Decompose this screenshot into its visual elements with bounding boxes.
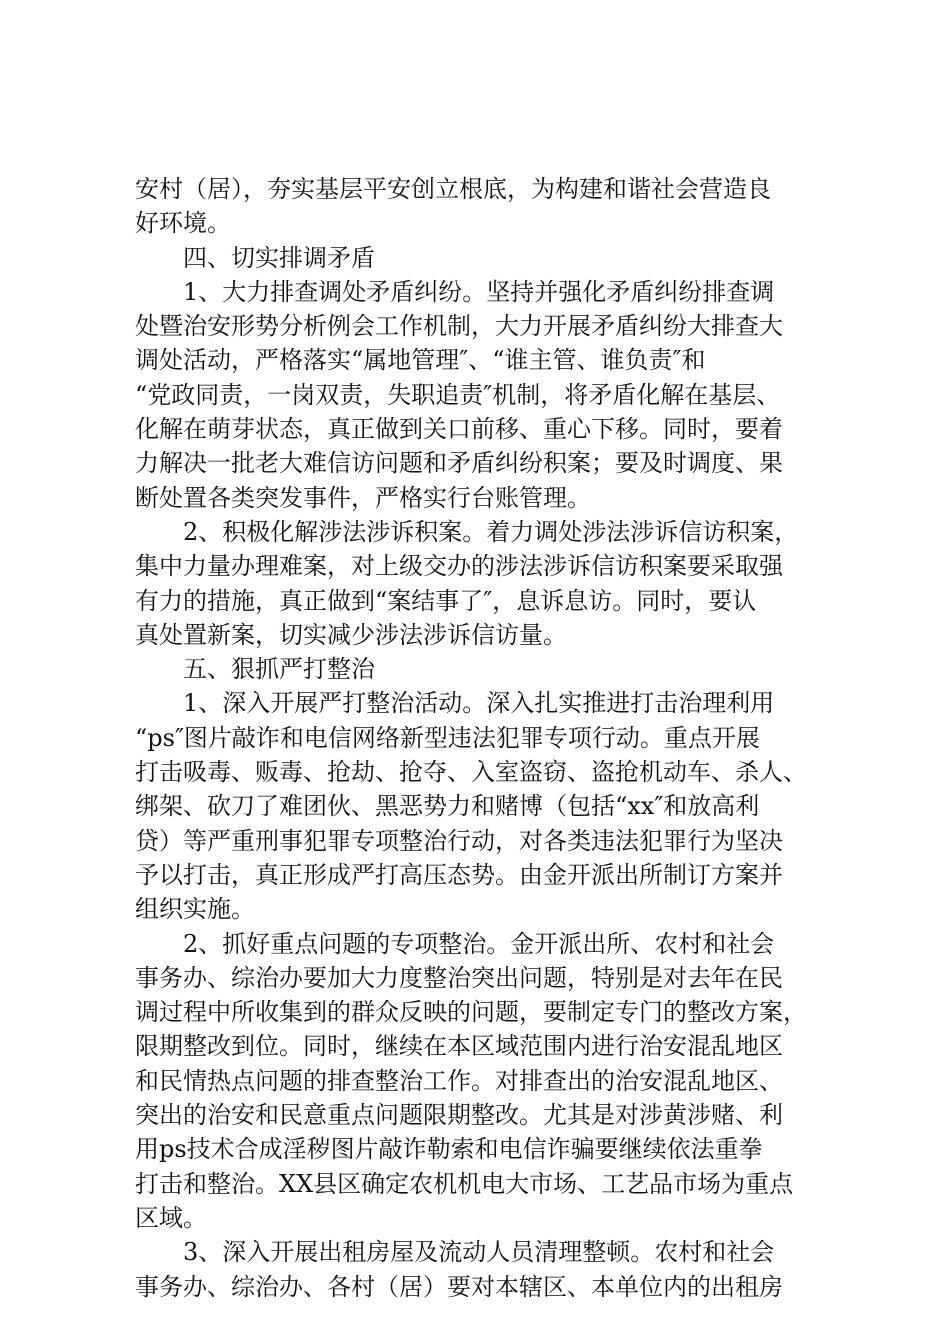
text-line: 事务办、综治办要加大力度整治突出问题，特别是对去年在民 bbox=[135, 963, 783, 992]
text-line: 集中力量办理难案，对上级交办的涉法涉诉信访积案要采取强 bbox=[135, 552, 783, 581]
text-line: 打击和整治。XX县区确定农机机电大市场、工艺品市场为重点 bbox=[135, 1169, 794, 1198]
text-line: 断处置各类突发事件，严格实行台账管理。 bbox=[135, 483, 591, 512]
text-line: 限期整改到位。同时，继续在本区域范围内进行治安混乱地区 bbox=[135, 1032, 783, 1061]
text-line: 2、积极化解涉法涉诉积案。着力调处涉法涉诉信访积案， bbox=[183, 517, 799, 546]
text-line: 五、狠抓严打整治 bbox=[183, 655, 375, 684]
text-line: 调过程中所收集到的群众反映的问题，要制定专门的整改方案， bbox=[135, 998, 807, 1027]
text-line: 有力的措施，真正做到“案结事了″，息诉息访。同时，要认 bbox=[135, 586, 757, 615]
text-line: 真处置新案，切实减少涉法涉诉信访量。 bbox=[135, 620, 567, 649]
text-line: 用ps技术合成淫秽图片敲诈勒索和电信诈骗要继续依法重拳 bbox=[135, 1135, 763, 1164]
text-line: 2、抓好重点问题的专项整治。金开派出所、农村和社会 bbox=[183, 929, 775, 958]
text-line: 调处活动，严格落实“属地管理″、“谁主管、谁负责″和 bbox=[135, 346, 706, 375]
text-line: 事务办、综治办、各村（居）要对本辖区、本单位内的出租房 bbox=[135, 1272, 783, 1301]
text-line: “ps″图片敲诈和电信网络新型违法犯罪专项行动。重点开展 bbox=[135, 723, 760, 752]
text-line: “党政同责，一岗双责，失职追责″机制，将矛盾化解在基层、 bbox=[135, 380, 781, 409]
text-line: 区域。 bbox=[135, 1203, 207, 1232]
text-line: 组织实施。 bbox=[135, 895, 255, 924]
text-line: 3、深入开展出租房屋及流动人员清理整顿。农村和社会 bbox=[183, 1238, 775, 1267]
text-line: 处暨治安形势分析例会工作机制，大力开展矛盾纠纷大排查大 bbox=[135, 312, 783, 341]
text-line: 和民情热点问题的排查整治工作。对排查出的治安混乱地区、 bbox=[135, 1066, 783, 1095]
text-line: 力解决一批老大难信访问题和矛盾纠纷积案；要及时调度、果 bbox=[135, 449, 783, 478]
text-line: 贷）等严重刑事犯罪专项整治行动，对各类违法犯罪行为坚决 bbox=[135, 826, 783, 855]
text-line: 突出的治安和民意重点问题限期整改。尤其是对涉黄涉赌、利 bbox=[135, 1101, 783, 1130]
text-line: 予以打击，真正形成严打高压态势。由金开派出所制订方案并 bbox=[135, 860, 783, 889]
text-line: 四、切实排调矛盾 bbox=[183, 243, 375, 272]
text-line: 好环境。 bbox=[135, 209, 231, 238]
text-line: 化解在萌芽状态，真正做到关口前移、重心下移。同时，要着 bbox=[135, 415, 783, 444]
document-body bbox=[135, 172, 825, 1304]
text-line: 1、深入开展严打整治活动。深入扎实推进打击治理利用 bbox=[183, 689, 775, 718]
text-line: 打击吸毒、贩毒、抢劫、抢夺、入室盗窃、盗抢机动车、杀人、 bbox=[135, 758, 807, 787]
text-line: 1、大力排查调处矛盾纠纷。坚持并强化矛盾纠纷排查调 bbox=[183, 277, 775, 306]
text-line: 绑架、砍刀了难团伙、黑恶势力和赌博（包括“xx″和放高利 bbox=[135, 792, 760, 821]
text-line: 安村（居），夯实基层平安创立根底，为构建和谐社会营造良 bbox=[135, 175, 771, 203]
